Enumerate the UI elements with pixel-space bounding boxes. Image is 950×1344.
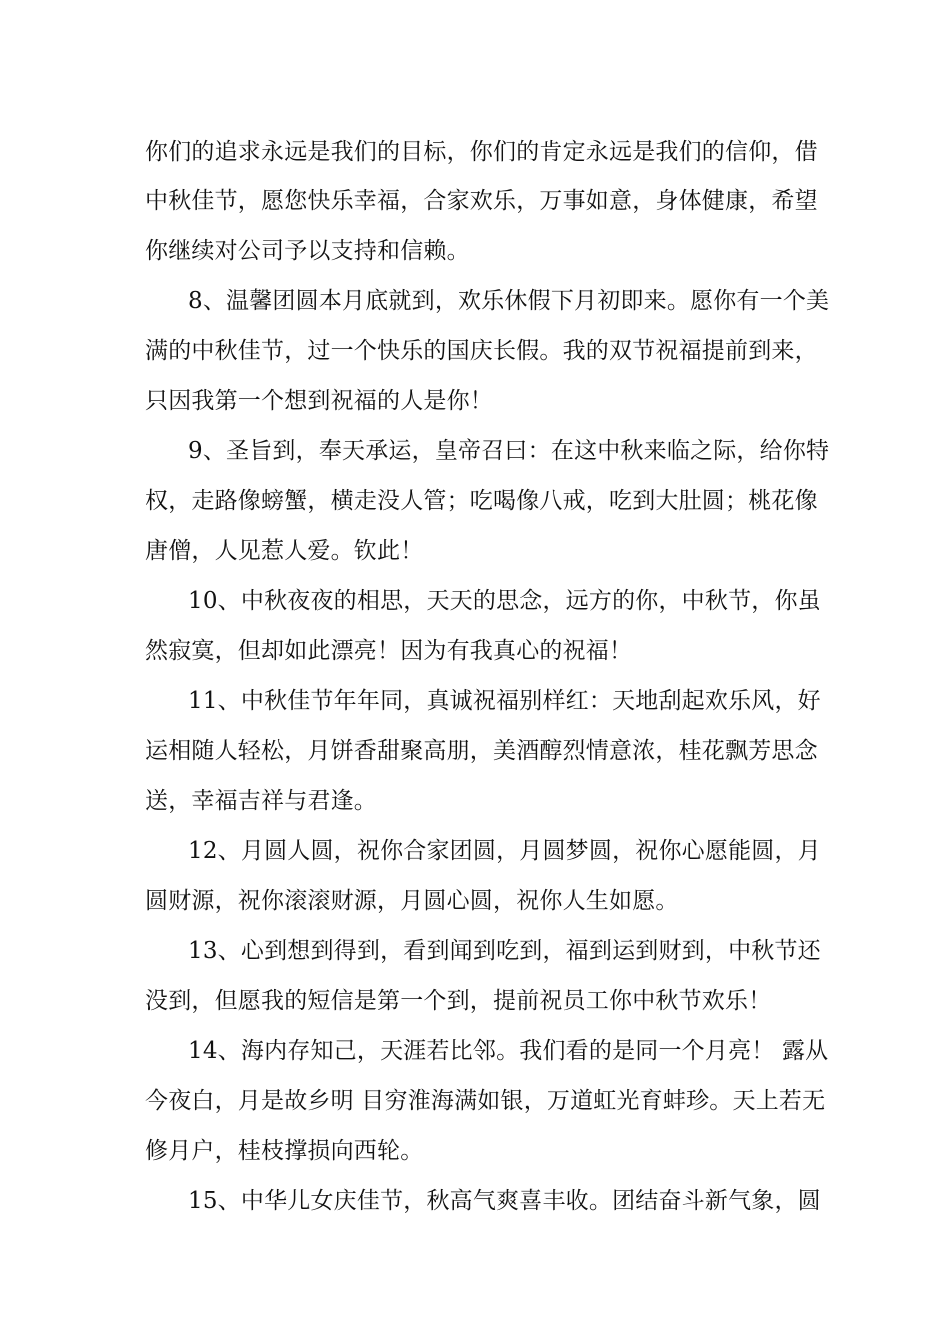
text-line: 修月户，桂枝撑损向西轮。	[145, 1138, 424, 1164]
paragraph-15-line: 15、中华儿女庆佳节，秋高气爽喜丰收。团结奋斗新气象，圆	[188, 1188, 821, 1214]
paragraph-8-line: 8、温馨团圆本月底就到，欢乐休假下月初即来。愿你有一个美	[188, 288, 830, 314]
text-line: 权，走路像螃蟹，横走没人管；吃喝像八戒，吃到大肚圆；桃花像	[145, 488, 818, 514]
text-line: 圆财源，祝你滚滚财源，月圆心圆，祝你人生如愿。	[145, 888, 679, 914]
text-line: 运相随人轻松，月饼香甜聚高朋，美酒醇烈情意浓，桂花飘芳思念	[145, 738, 818, 764]
text-line: 你们的追求永远是我们的目标，你们的肯定永远是我们的信仰，借	[145, 139, 818, 165]
paragraph-10-line: 10、中秋夜夜的相思，天天的思念，远方的你，中秋节，你虽	[188, 588, 821, 614]
text-line: 中秋佳节，愿您快乐幸福，合家欢乐，万事如意，身体健康，希望	[145, 188, 818, 214]
text-line: 只因我第一个想到祝福的人是你！	[145, 388, 493, 414]
text-line: 然寂寞，但却如此漂亮！因为有我真心的祝福！	[145, 638, 633, 664]
paragraph-12-line: 12、月圆人圆，祝你合家团圆，月圆梦圆，祝你心愿能圆，月	[188, 838, 821, 864]
paragraph-13-line: 13、心到想到得到，看到闻到吃到，福到运到财到，中秋节还	[188, 938, 821, 964]
text-line: 你继续对公司予以支持和信赖。	[145, 238, 470, 264]
text-line: 唐僧，人见惹人爱。钦此！	[145, 538, 424, 564]
text-line: 满的中秋佳节，过一个快乐的国庆长假。我的双节祝福提前到来，	[145, 338, 818, 364]
text-line: 送，幸福吉祥与君逢。	[145, 788, 377, 814]
text-line: 今夜白，月是故乡明 目穷淮海满如银，万道虹光育蚌珍。天上若无	[145, 1088, 826, 1114]
text-line: 没到，但愿我的短信是第一个到，提前祝员工你中秋节欢乐！	[145, 988, 772, 1014]
paragraph-11-line: 11、中秋佳节年年同，真诚祝福别样红：天地刮起欢乐风，好	[188, 688, 821, 714]
paragraph-14-line: 14、海内存知己，天涯若比邻。我们看的是同一个月亮！ 露从	[188, 1038, 829, 1064]
paragraph-9-line: 9、圣旨到，奉天承运，皇帝召曰：在这中秋来临之际，给你特	[188, 438, 830, 464]
